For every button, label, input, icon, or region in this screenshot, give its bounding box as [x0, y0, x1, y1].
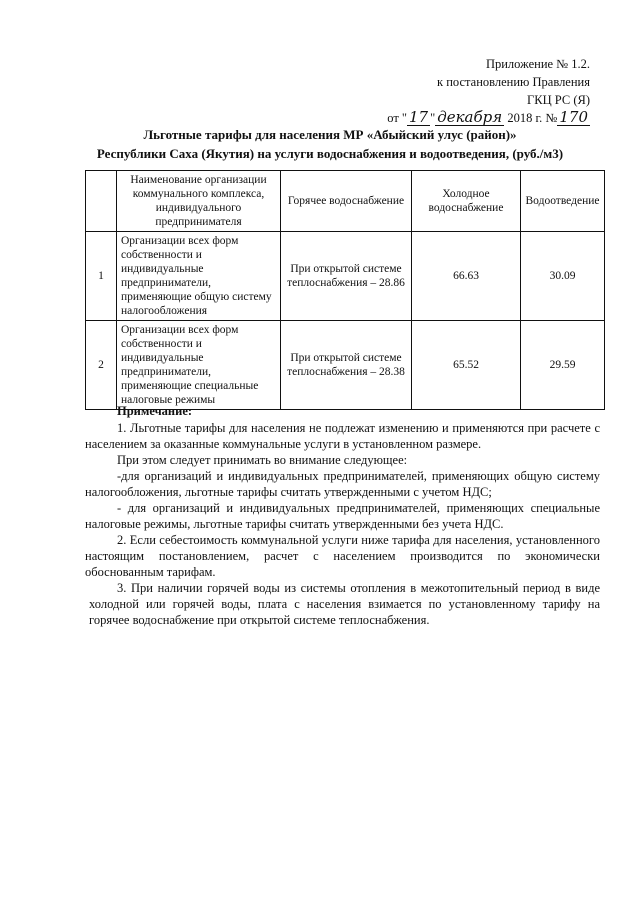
resolution-reference: к постановлению Правления: [437, 75, 590, 89]
note-1-general-tax: -для организаций и индивидуальных предпринимателей, применяющих общую систему налогообложения, льготные тарифы считать утвержденными с учетом НДС;: [85, 469, 600, 499]
handwritten-month: декабря: [437, 108, 503, 126]
row-hot-water: При открытой системе теплоснабжения – 28.86: [281, 232, 412, 321]
note-1-special-tax: - для организаций и индивидуальных предпринимателей, применяющих специальные налоговые режимы, льготные тарифы считать утвержденными без учета НДС.: [85, 501, 600, 531]
table-row: [86, 232, 605, 321]
year-text: 2018 г. №: [507, 111, 558, 125]
date-quote: ": [430, 111, 436, 125]
row-organization: Организации всех форм собственности и индивидуальные предприниматели, применяющие общую систему налогообложения: [117, 232, 281, 321]
note-1-intro: При этом следует принимать во внимание следующее:: [117, 453, 408, 467]
title-line-2: Республики Саха (Якутия) на услуги водоснабжения и водоотведения, (руб./м3): [96, 146, 564, 161]
note-3: 3. При наличии горячей воды из системы отопления в межотопительный период в виде холодной или горячей воды, плата с населения взимается по установленному тарифу на горячее водоснабжение при открытой системе теплоснабжения.: [89, 581, 600, 627]
row-hot-water: При открытой системе теплоснабжения – 28.38: [281, 321, 412, 410]
row-drainage: 29.59: [521, 321, 605, 410]
note-2: 2. Если себестоимость коммунальной услуги ниже тарифа для населения, установленного настоящим постановлением, расчет с населением производится по экономически обоснованным тарифам.: [85, 533, 600, 579]
row-number: 2: [86, 321, 117, 410]
table-row: [86, 321, 605, 410]
notes-heading: Примечание:: [117, 404, 193, 418]
authority-name: ГКЦ РС (Я): [527, 93, 590, 107]
row-number: 1: [86, 232, 117, 321]
handwritten-day: 17: [409, 108, 429, 126]
appendix-label: Приложение № 1.2.: [485, 57, 590, 71]
header-number: [86, 171, 117, 232]
row-organization: Организации всех форм собственности и индивидуальные предприниматели, применяющие специальные налоговые режимы: [117, 321, 281, 410]
tariff-table: [85, 170, 605, 410]
handwritten-number: 170: [559, 108, 588, 126]
row-cold-water: 66.63: [412, 232, 521, 321]
row-drainage: 30.09: [521, 232, 605, 321]
table-header-row: [86, 171, 605, 232]
title-line-1: Льготные тарифы для населения МР «Абыйский улус (район)»: [143, 127, 517, 142]
notes-section: [85, 403, 600, 628]
header-organization: Наименование организации коммунального комплекса, индивидуального предпринимателя: [117, 171, 281, 232]
header-cold-water: Холодное водоснабжение: [412, 171, 521, 232]
header-hot-water: Горячее водоснабжение: [281, 171, 412, 232]
appendix-header: [387, 55, 590, 127]
header-drainage: Водоотведение: [521, 171, 605, 232]
note-1: 1. Льготные тарифы для населения не подлежат изменению и применяются при расчете с населением за оказанные коммунальные услуги в установленном размере.: [85, 421, 600, 451]
row-cold-water: 65.52: [412, 321, 521, 410]
document-title: [60, 125, 600, 163]
date-prefix: от ": [387, 111, 408, 125]
